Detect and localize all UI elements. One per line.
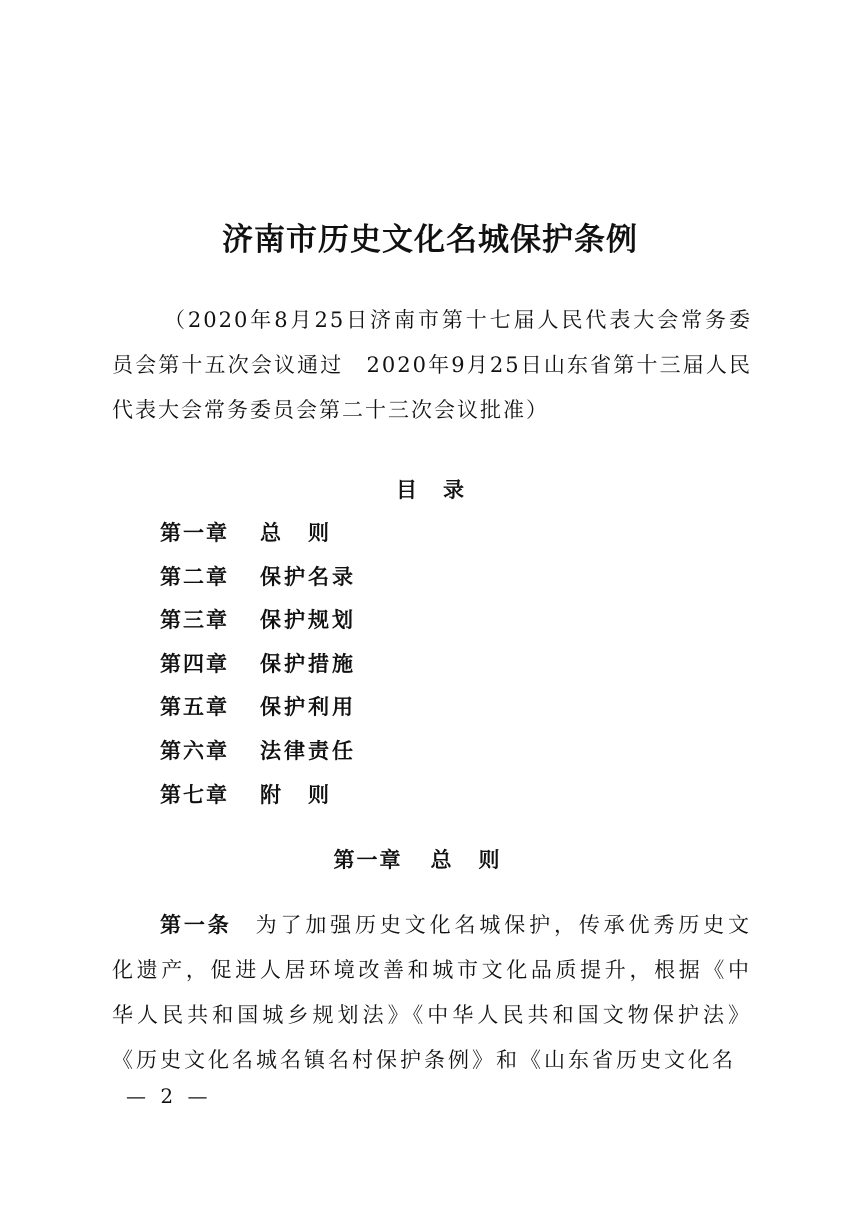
page-number: — 2 — — [126, 1084, 212, 1108]
toc-item-chapter-1 — [160, 512, 356, 556]
chapter-number: 第一章 — [333, 848, 403, 872]
toc-chapter-title: 保护规划 — [260, 608, 356, 633]
chapter-title: 总则 — [430, 848, 527, 872]
toc-item-chapter-4 — [160, 643, 356, 687]
toc-item-chapter-3 — [160, 599, 356, 643]
article-text: 为了加强历史文化名城保护，传承优秀历史文化遗产，促进人居环境改善和城市文化品质提升，根据《中华人民共和国城乡规划法》《中华人民共和国文物保护法》《历史文化名城名镇名村保护条例》和《山东省历史文化名 — [112, 913, 753, 1072]
chapter-heading — [0, 844, 860, 874]
toc-chapter-number: 第六章 — [160, 738, 229, 763]
article-label: 第一条 — [160, 913, 232, 937]
toc-chapter-number: 第五章 — [160, 695, 229, 720]
toc-item-chapter-5 — [160, 686, 356, 730]
document-title: 济南市历史文化名城保护条例 — [222, 222, 638, 258]
toc-chapter-title: 保护利用 — [260, 695, 356, 720]
toc-item-chapter-7 — [160, 774, 356, 818]
toc-chapter-title: 法律责任 — [260, 738, 356, 763]
toc-heading: 目录 — [396, 478, 490, 502]
toc-item-chapter-6 — [160, 730, 356, 774]
adoption-note: （2020年8月25日济南市第十七届人民代表大会常务委员会第十五次会议通过 2020年9月25日山东省第十三届人民代表大会常务委员会第二十三次会议批准） — [112, 308, 752, 422]
toc-chapter-number: 第七章 — [160, 782, 229, 807]
toc-chapter-title: 总则 — [260, 521, 356, 545]
toc-chapter-title: 保护措施 — [260, 651, 356, 676]
toc-chapter-number: 第四章 — [160, 651, 229, 676]
toc-chapter-title: 保护名录 — [260, 564, 356, 589]
toc-chapter-number: 第二章 — [160, 564, 229, 589]
toc-chapter-title: 附则 — [260, 782, 356, 807]
toc-chapter-number: 第三章 — [160, 608, 229, 633]
toc-item-chapter-2 — [160, 556, 356, 600]
toc-chapter-number: 第一章 — [160, 521, 229, 545]
table-of-contents — [160, 512, 356, 817]
article-paragraph — [112, 903, 752, 1083]
